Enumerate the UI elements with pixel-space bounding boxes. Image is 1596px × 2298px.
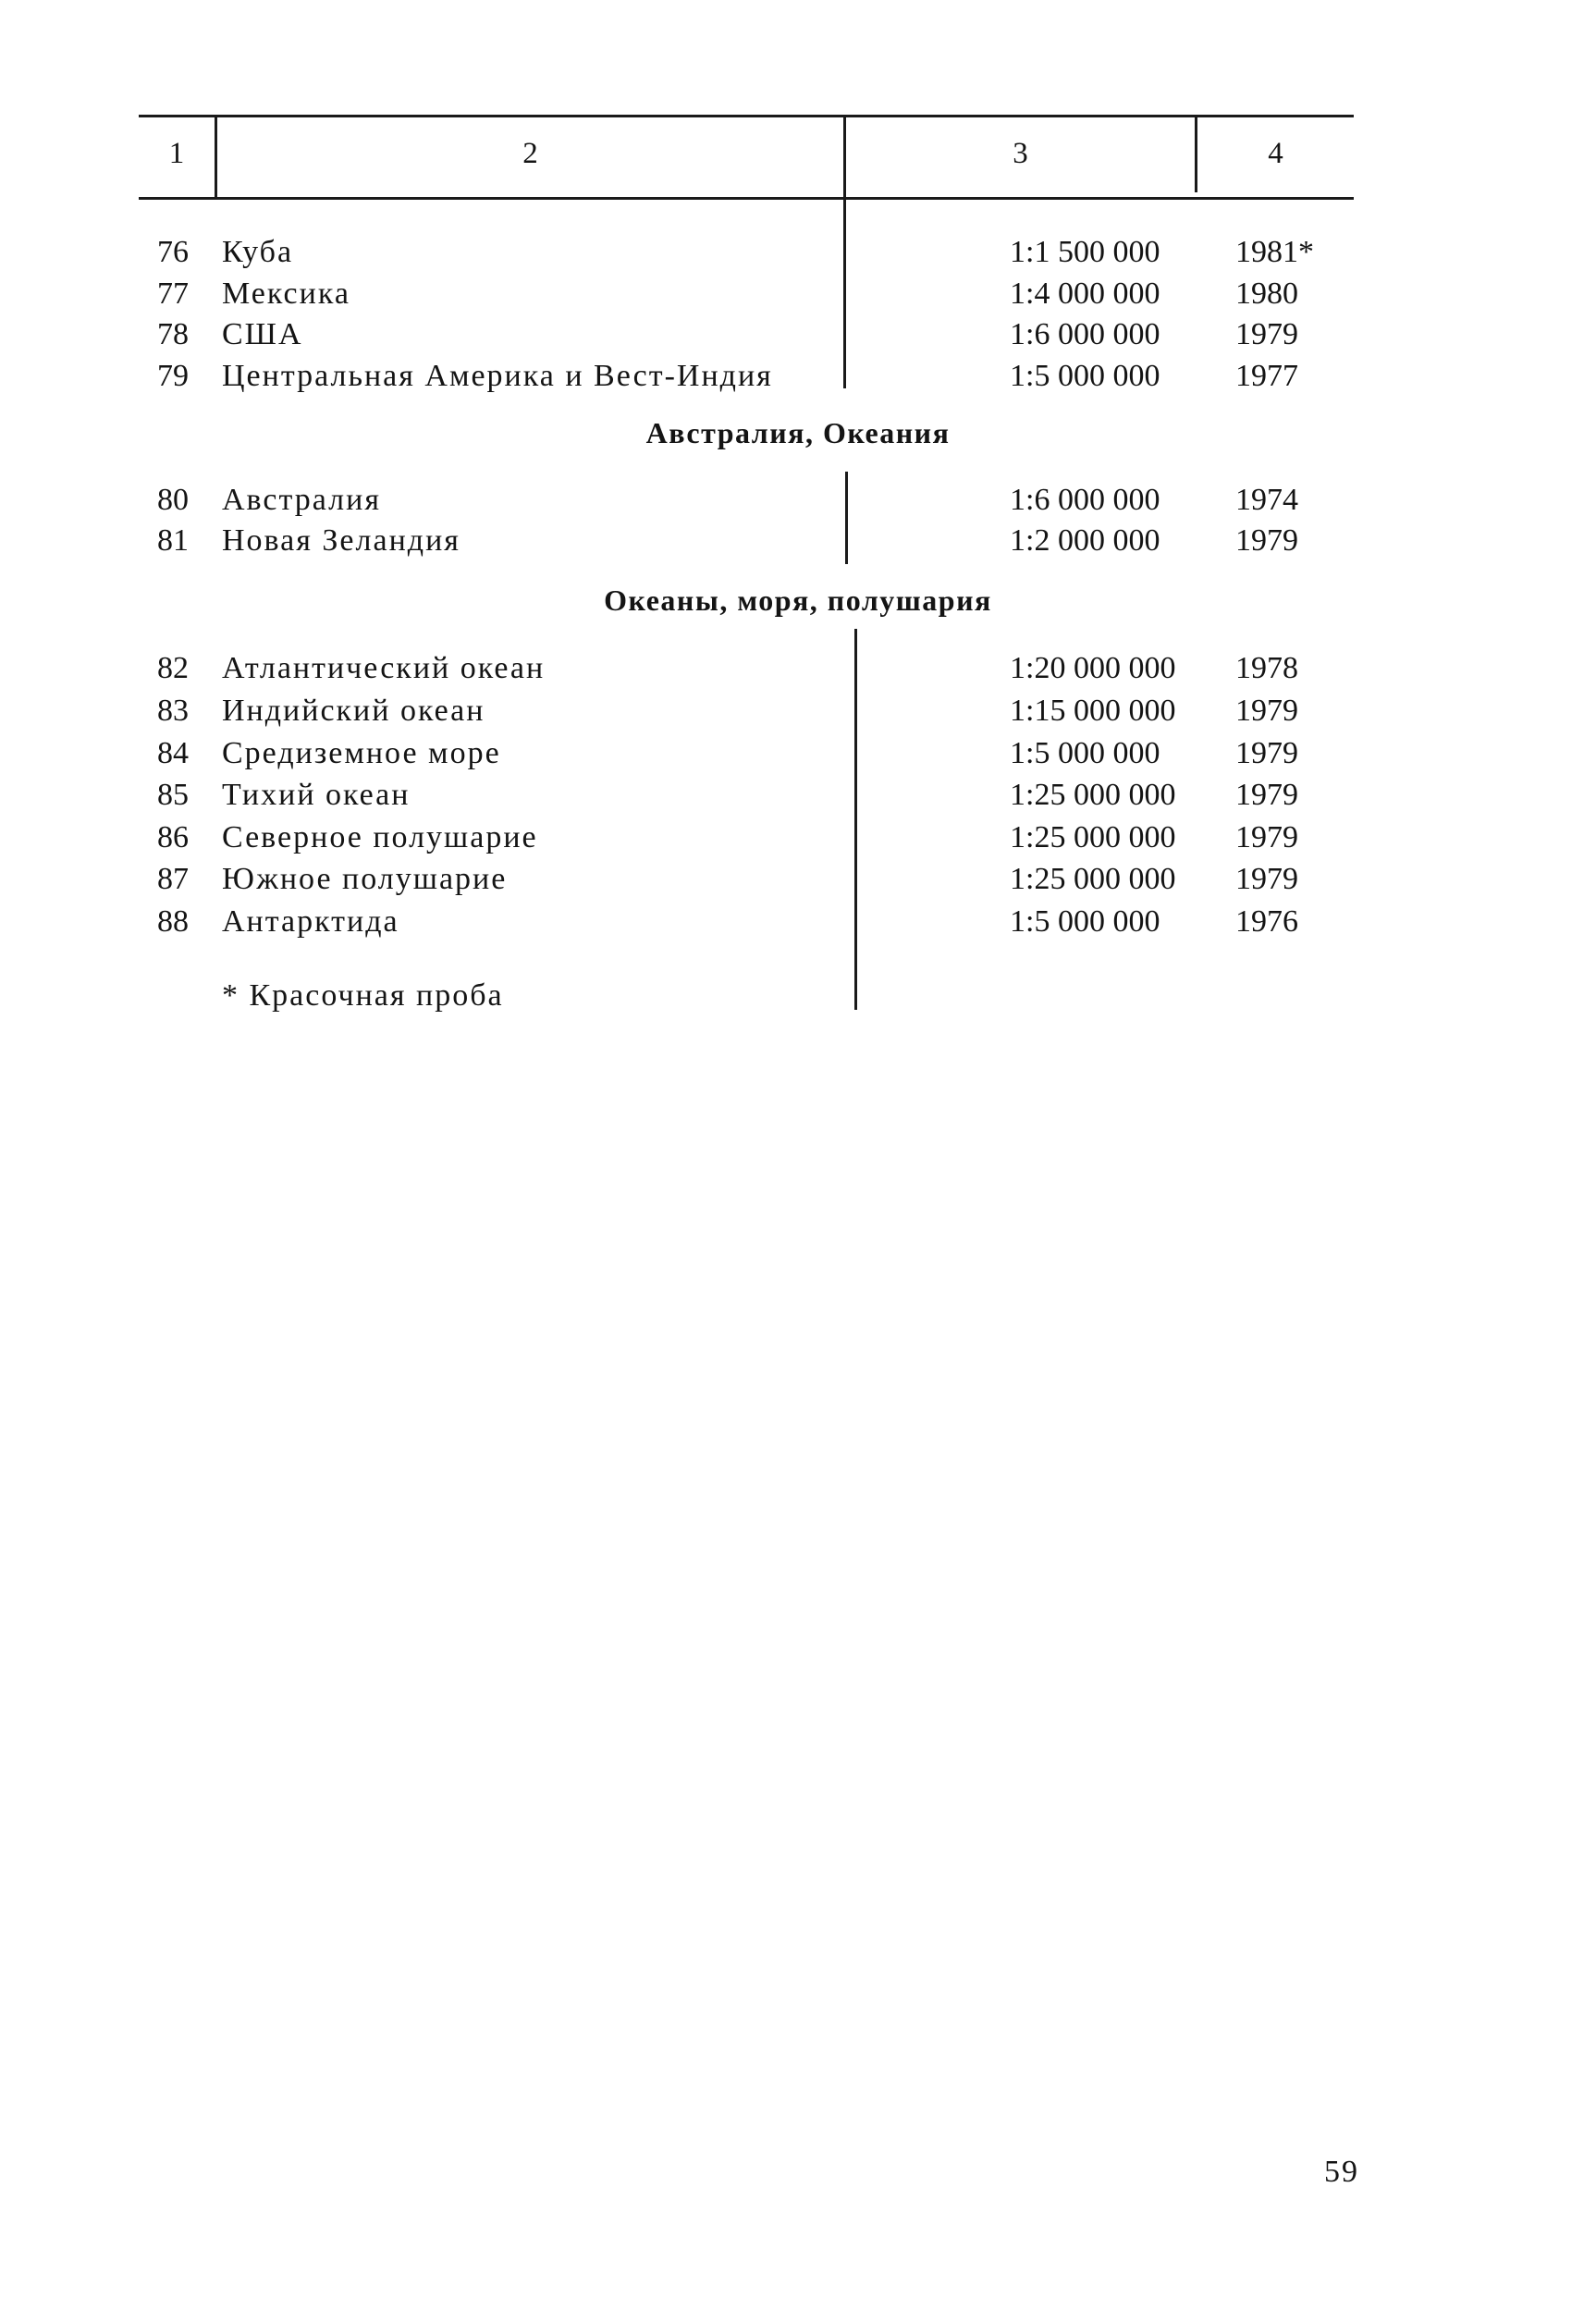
table-row — [0, 736, 1596, 779]
map-year: 1979 — [1235, 778, 1298, 812]
header-col-2: 2 — [522, 137, 538, 170]
map-title: Средиземное море — [222, 736, 501, 770]
table-row — [0, 235, 1596, 277]
row-number: 76 — [157, 235, 189, 269]
header-col-4: 4 — [1268, 137, 1283, 170]
map-title: США — [222, 317, 303, 351]
row-number: 77 — [157, 276, 189, 311]
map-year: 1979 — [1235, 317, 1298, 351]
map-title: Индийский океан — [222, 694, 485, 728]
map-scale: 1:4 000 000 — [1010, 276, 1160, 311]
row-number: 88 — [157, 904, 189, 939]
map-scale: 1:5 000 000 — [1010, 904, 1160, 939]
map-title: Центральная Америка и Вест-Индия — [222, 359, 773, 393]
map-scale: 1:2 000 000 — [1010, 523, 1160, 558]
map-title: Антарктида — [222, 904, 399, 939]
header-col-3: 3 — [1013, 137, 1028, 170]
row-number: 84 — [157, 736, 189, 770]
map-scale: 1:15 000 000 — [1010, 694, 1176, 728]
row-number: 83 — [157, 694, 189, 728]
row-number: 82 — [157, 651, 189, 685]
section-heading-oceans: Океаны, моря, полушария — [604, 584, 992, 617]
map-title: Атлантический океан — [222, 651, 546, 685]
map-title: Северное полушарие — [222, 820, 538, 854]
row-number: 81 — [157, 523, 189, 558]
table-row — [0, 359, 1596, 401]
map-scale: 1:6 000 000 — [1010, 483, 1160, 517]
table-row — [0, 523, 1596, 566]
map-scale: 1:5 000 000 — [1010, 736, 1160, 770]
map-scale: 1:25 000 000 — [1010, 862, 1176, 896]
map-title: Южное полушарие — [222, 862, 508, 896]
table-top-rule — [139, 115, 1354, 117]
row-number: 80 — [157, 483, 189, 517]
map-scale: 1:1 500 000 — [1010, 235, 1160, 269]
row-number: 78 — [157, 317, 189, 351]
section-heading-australia: Австралия, Океания — [645, 416, 951, 449]
page-number: 59 — [1324, 2155, 1359, 2189]
row-number: 79 — [157, 359, 189, 393]
map-year: 1980 — [1235, 276, 1298, 311]
table-row — [0, 317, 1596, 360]
table-row — [0, 651, 1596, 694]
map-scale: 1:25 000 000 — [1010, 778, 1176, 812]
map-title: Куба — [222, 235, 294, 269]
map-scale: 1:20 000 000 — [1010, 651, 1176, 685]
map-title: Новая Зеландия — [222, 523, 460, 558]
map-year: 1974 — [1235, 483, 1298, 517]
row-number: 85 — [157, 778, 189, 812]
map-title: Австралия — [222, 483, 381, 517]
map-scale: 1:5 000 000 — [1010, 359, 1160, 393]
footnote: * Красочная проба — [222, 978, 504, 1013]
map-year: 1976 — [1235, 904, 1298, 939]
header-col-1: 1 — [168, 137, 185, 170]
table-row — [0, 694, 1596, 736]
map-year: 1977 — [1235, 359, 1298, 393]
map-year: 1979 — [1235, 820, 1298, 854]
map-year: 1978 — [1235, 651, 1298, 685]
map-year: 1979 — [1235, 862, 1298, 896]
table-header-rule — [139, 197, 1354, 200]
table-row — [0, 820, 1596, 863]
table-row — [0, 483, 1596, 525]
map-scale: 1:25 000 000 — [1010, 820, 1176, 854]
table-row — [0, 276, 1596, 319]
map-year: 1979 — [1235, 736, 1298, 770]
map-year: 1981* — [1235, 235, 1314, 269]
map-year: 1979 — [1235, 694, 1298, 728]
map-scale: 1:6 000 000 — [1010, 317, 1160, 351]
row-number: 86 — [157, 820, 189, 854]
table-row — [0, 778, 1596, 820]
table-row — [0, 862, 1596, 904]
map-title: Мексика — [222, 276, 350, 311]
row-number: 87 — [157, 862, 189, 896]
map-year: 1979 — [1235, 523, 1298, 558]
map-title: Тихий океан — [222, 778, 411, 812]
table-row — [0, 904, 1596, 947]
